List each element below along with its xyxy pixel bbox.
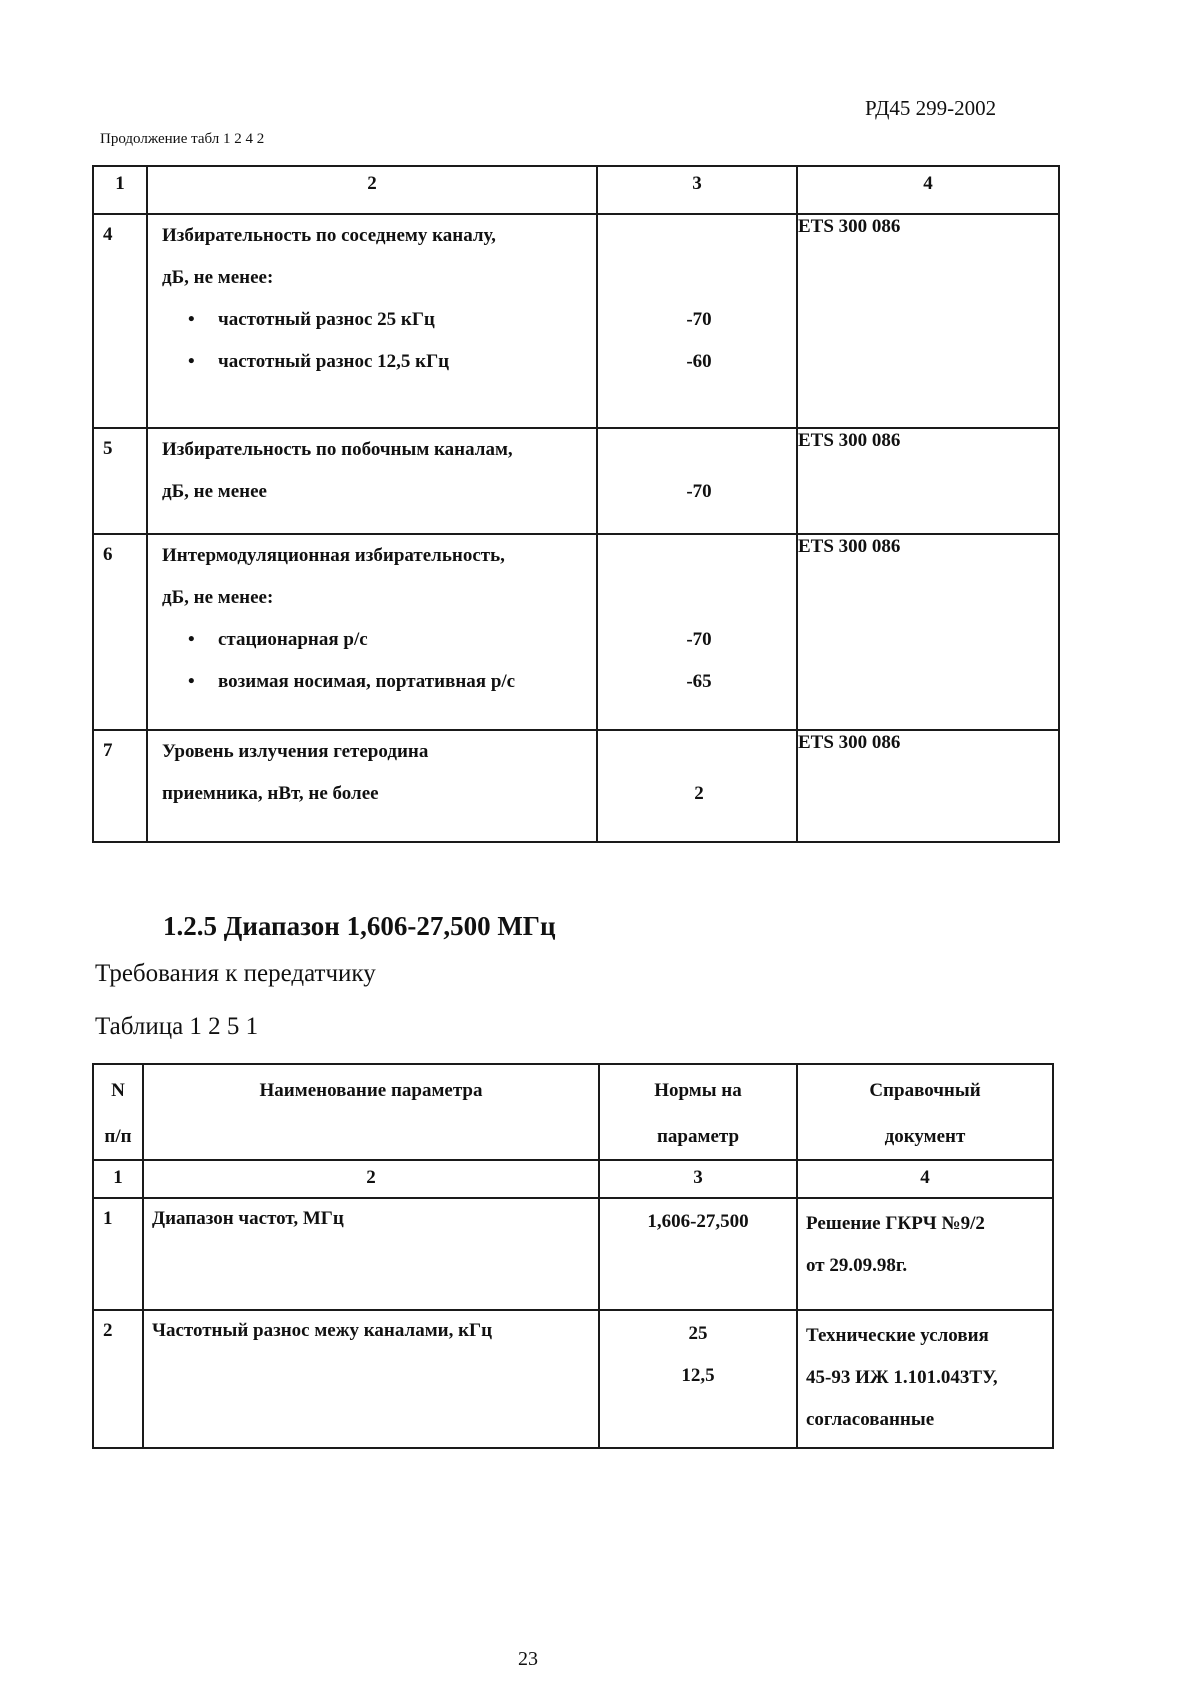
column-number-4: 4	[797, 166, 1059, 214]
transmitter-requirements-table	[92, 1063, 1054, 1449]
row-number: 1	[93, 1198, 143, 1310]
column-number-2: 2	[143, 1160, 599, 1198]
parameter-line: дБ, не менее:	[162, 587, 274, 608]
column-number-2: 2	[147, 166, 597, 214]
table-row	[93, 214, 1059, 428]
norm-value: 1,606-27,500	[647, 1211, 749, 1232]
bullet-icon: •	[188, 309, 195, 330]
row-number: 2	[93, 1310, 143, 1448]
parameter-line: дБ, не менее:	[162, 267, 274, 288]
parameter-name: Диапазон частот, МГц	[143, 1198, 599, 1310]
norm-value-cell	[597, 428, 797, 534]
bullet-item: • стационарная р/с	[148, 619, 596, 661]
header-parameter-name: Наименование параметра	[143, 1064, 599, 1160]
norm-value-cell	[599, 1198, 797, 1310]
reference-document: ETS 300 086	[797, 730, 1059, 842]
table-row	[93, 428, 1059, 534]
parameter-cell	[147, 428, 597, 534]
column-number-1: 1	[93, 1160, 143, 1198]
norm-value: 25	[688, 1323, 708, 1344]
norm-value: -70	[686, 629, 712, 650]
header-norms: Нормы на параметр	[599, 1064, 797, 1160]
header-number: N п/п	[93, 1064, 143, 1160]
bullet-item: • частотный разнос 12,5 кГц	[148, 341, 596, 383]
reference-document: Решение ГКРЧ №9/2 от 29.09.98г.	[797, 1198, 1053, 1310]
table-row	[93, 1198, 1053, 1310]
table-continuation-label: Продолжение табл 1 2 4 2	[100, 131, 265, 147]
table-row	[93, 534, 1059, 730]
reference-document: ETS 300 086	[797, 428, 1059, 534]
norm-value-cell	[599, 1310, 797, 1448]
table-header-row	[93, 1064, 1053, 1160]
column-number-1: 1	[93, 166, 147, 214]
bullet-icon: •	[188, 351, 195, 372]
parameter-name: Частотный разнос межу каналами, кГц	[143, 1310, 599, 1448]
reference-document: ETS 300 086	[797, 214, 1059, 428]
parameter-line: Уровень излучения гетеродина	[162, 741, 429, 762]
reference-document: ETS 300 086	[797, 534, 1059, 730]
parameter-cell	[147, 730, 597, 842]
parameter-cell	[147, 214, 597, 428]
bullet-icon: •	[188, 671, 195, 692]
norm-value: -70	[686, 309, 712, 330]
parameter-cell	[147, 534, 597, 730]
parameter-line: приемника, нВт, не более	[162, 783, 379, 804]
column-number-3: 3	[599, 1160, 797, 1198]
norm-value-cell	[597, 730, 797, 842]
section-heading: 1.2.5 Диапазон 1,606-27,500 МГц	[163, 911, 556, 941]
requirements-subheading: Требования к передатчику	[95, 960, 376, 987]
norm-value: -65	[686, 671, 712, 692]
parameter-line: Избирательность по побочным каналам,	[162, 439, 513, 460]
reference-document: Технические условия 45-93 ИЖ 1.101.043ТУ, согласованные	[797, 1310, 1053, 1448]
bullet-item: • возимая носимая, портативная р/с	[148, 661, 596, 703]
row-number: 4	[93, 214, 147, 428]
column-number-row	[93, 1160, 1053, 1198]
norm-value-cell	[597, 534, 797, 730]
norm-value: -60	[686, 351, 712, 372]
row-number: 7	[93, 730, 147, 842]
norm-value-cell	[597, 214, 797, 428]
parameter-line: Избирательность по соседнему каналу,	[162, 225, 496, 246]
table-row	[93, 1310, 1053, 1448]
table-row	[93, 730, 1059, 842]
header-reference: Справочный документ	[797, 1064, 1053, 1160]
norm-value: 2	[694, 783, 704, 804]
table-header-row	[93, 166, 1059, 214]
bullet-icon: •	[188, 629, 195, 650]
row-number: 6	[93, 534, 147, 730]
column-number-3: 3	[597, 166, 797, 214]
parameters-table-continued	[92, 165, 1060, 843]
page-number: 23	[518, 1648, 538, 1670]
parameter-line: дБ, не менее	[162, 481, 267, 502]
document-code: РД45 299-2002	[865, 96, 997, 120]
bullet-item: • частотный разнос 25 кГц	[148, 299, 596, 341]
column-number-4: 4	[797, 1160, 1053, 1198]
parameter-line: Интермодуляционная избирательность,	[162, 545, 505, 566]
table-caption: Таблица 1 2 5 1	[95, 1013, 259, 1040]
row-number: 5	[93, 428, 147, 534]
norm-value: 12,5	[681, 1365, 715, 1386]
norm-value: -70	[686, 481, 712, 502]
